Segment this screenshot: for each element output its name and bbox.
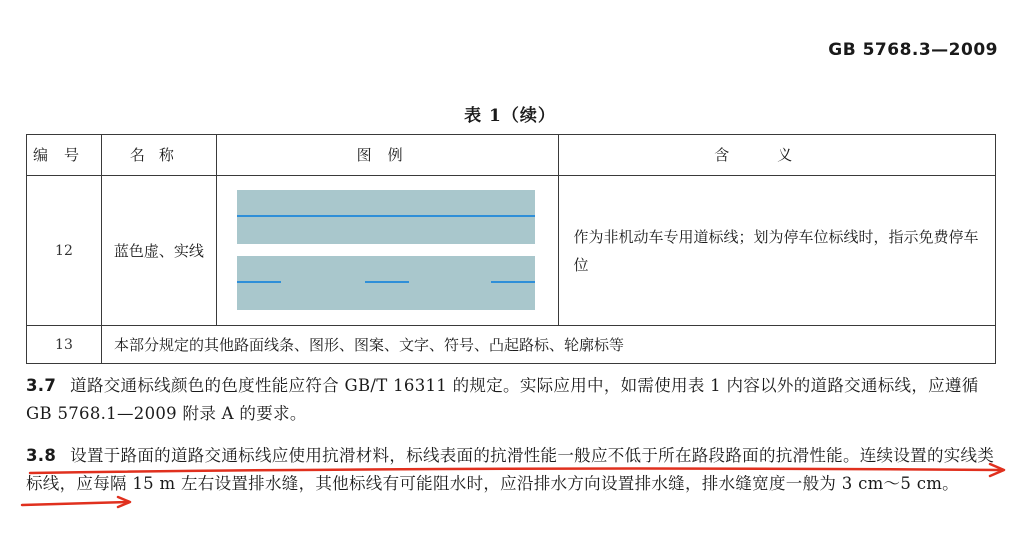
paragraph-3-8 [26, 442, 998, 498]
solid-line-figure [237, 190, 535, 244]
blue-solid-line [237, 215, 535, 217]
blue-dash-segment [365, 281, 409, 283]
row-number: 12 [27, 175, 102, 326]
header-figure: 图例 [216, 135, 559, 176]
header-meaning: 含义 [559, 135, 996, 176]
table-header-row [27, 135, 996, 176]
section-number: 3.7 [26, 376, 57, 395]
header-number: 编号 [27, 135, 102, 176]
paragraph-text: 设置于路面的道路交通标线应使用抗滑材料，标线表面的抗滑性能一般应不低于所在路段路面的抗滑性能。连续设置的实线类标线，应每隔 15 m 左右设置排水缝，其他标线有可能阻水时，应沿排水方向设置排水缝，排水缝宽度一般为 3 cm～5 cm。 [26, 446, 995, 493]
blue-dash-segment [237, 281, 281, 283]
arrow-head [118, 497, 130, 507]
blue-dash-segment [491, 281, 535, 283]
table-row [27, 326, 996, 364]
dashed-line-figure [237, 256, 535, 310]
underline-stroke [22, 502, 128, 505]
marking-table [26, 134, 996, 364]
paragraph-3-7 [26, 372, 998, 428]
paragraph-text: 道路交通标线颜色的色度性能应符合 GB/T 16311 的规定。实际应用中，如需使用表 1 内容以外的道路交通标线，应遵循 GB 5768.1—2009 附录 A 的要求。 [26, 376, 979, 423]
figure-cell [216, 175, 559, 326]
row-span-text: 本部分规定的其他路面线条、图形、图案、文字、符号、凸起路标、轮廓标等 [101, 326, 995, 364]
row-number: 13 [27, 326, 102, 364]
row-name: 蓝色虚、实线 [101, 175, 216, 326]
section-number: 3.8 [26, 446, 57, 465]
table-row [27, 175, 996, 326]
row-meaning: 作为非机动车专用道标线；划为停车位标线时，指示免费停车位 [559, 175, 996, 326]
table-caption: 表 1（续） [464, 106, 556, 126]
header-name: 名称 [101, 135, 216, 176]
standard-code: GB 5768.3—2009 [828, 40, 998, 60]
